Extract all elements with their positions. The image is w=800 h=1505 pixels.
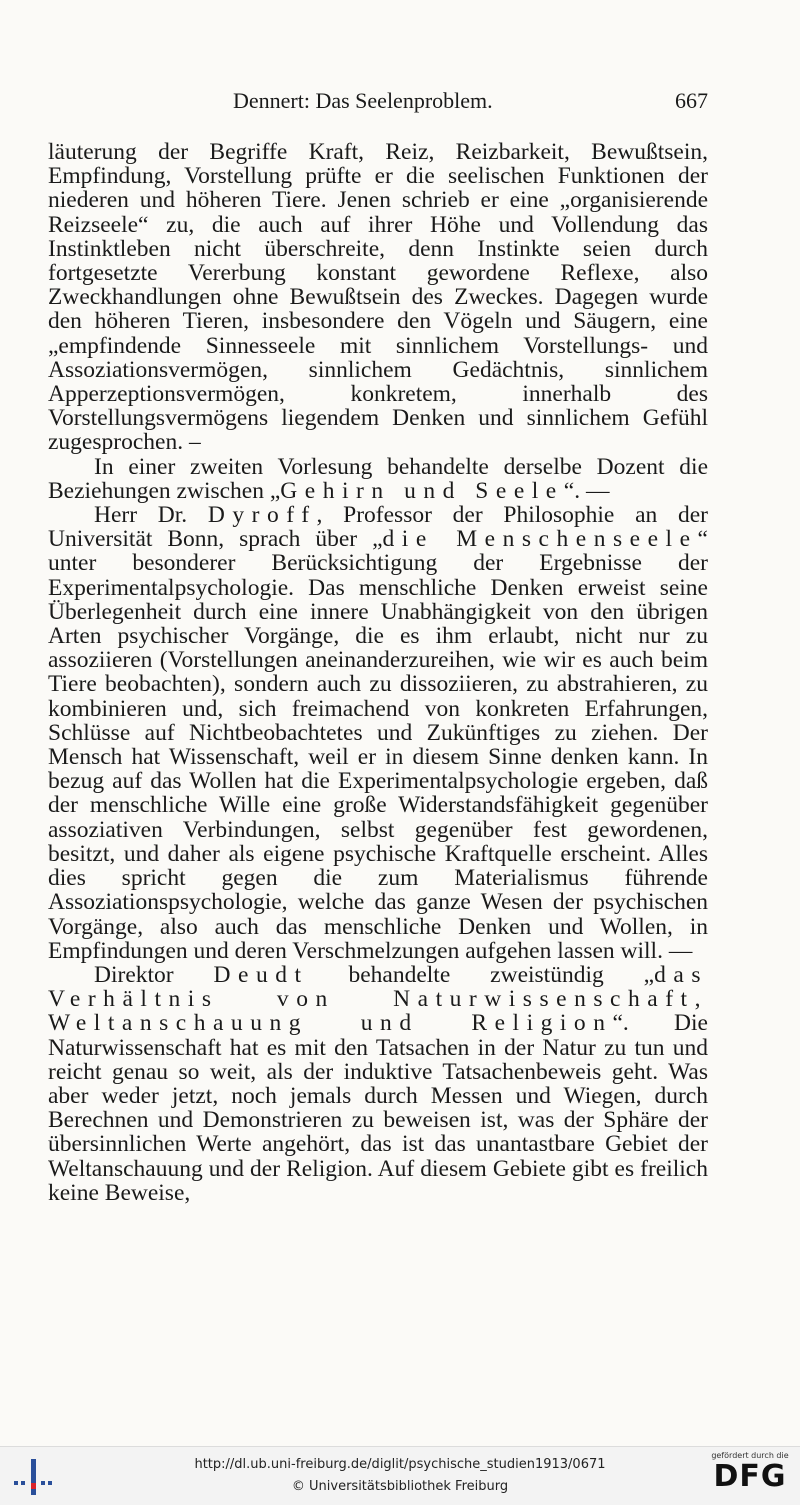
page-number: 667 bbox=[675, 88, 708, 113]
paragraph-text: “. — bbox=[563, 477, 610, 504]
spaced-emphasis: Dyroff bbox=[207, 502, 317, 529]
spaced-emphasis: Deudt bbox=[213, 961, 309, 988]
dfg-logo bbox=[710, 1451, 790, 1501]
dfg-caption: gefördert durch die bbox=[711, 1451, 789, 1460]
paragraph-text: “. Die Naturwissenschaft hat es mit den Tatsachen in der Natur zu tun und reicht genau so weit, als der induktive Tatsachenbeweis geht. Was aber weder jetzt, noch jemals durch Messen und Wiegen, durch Berechnen und Demonstrieren zu beweisen ist, was der Sphäre der übersinnlichen Werte angehört, das ist das unantastbare Gebiet der Weltanschauung und der Religion. Auf diesem Gebiete gibt es freilich keine Beweise, bbox=[48, 1010, 708, 1206]
spaced-emphasis: das Verhältnis von Naturwissenschaft, Weltanschauung und Religion bbox=[48, 961, 708, 1037]
running-title: Dennert: Das Seelenproblem. bbox=[233, 88, 493, 113]
body-text bbox=[48, 140, 708, 1205]
paragraph-text: In einer zweiten Vorlesung behandelte derselbe Dozent die Beziehungen zwischen „ bbox=[48, 453, 708, 504]
paragraph-text: läuterung der Begriffe Kraft, Reiz, Reizbarkeit, Bewußtsein, Empfindung, Vorstellung prüfte er die seelischen Funktionen der niederen und höheren Tiere. Jenen schrieb er eine „organisierende Reizseele“ zu, die auch auf ihrer Höhe und Vollendung das Instinktleben nicht überschreite, denn Instinkte seien durch fortgesetzte Vererbung konstant gewordene Reflexe, also Zweckhandlungen ohne Bewußtsein des Zweckes. Dagegen wurde den höheren Tieren, insbesondere den Vögeln und Säugern, eine „empfindende Sinnesseele mit sinnlichem Vorstellungs- und Assoziationsvermögen, sinnlichem Gedächtnis, sinnlichem Apperzeptionsvermögen, konkretem, innerhalb des Vorstellungsvermögens liegendem Denken und sinnlichem Gefühl zugesprochen. – bbox=[48, 139, 708, 456]
running-header bbox=[48, 88, 708, 118]
dfg-logo-text: DFG bbox=[713, 1459, 787, 1494]
spaced-emphasis: die Menschenseele bbox=[382, 526, 698, 553]
copyright: © Universitätsbibliothek Freiburg bbox=[291, 1479, 509, 1494]
paragraph-text: Herr Dr. bbox=[94, 502, 208, 529]
paragraph-text: “ unter besonderer Berücksichtigung der Ergebnisse der Experimentalpsychologie. Das menschliche Denken erweist seine Überlegenheit durch eine innere Unabhängigkeit von den übrigen Arten psychischer Vorgänge, die es ihm erlaubt, nicht nur zu assoziieren (Vorstellungen aneinanderzureihen, wie wir es auch beim Tiere beobachten), sondern auch zu dissoziieren, zu abstrahieren, zu kombinieren und, sich freimachend von konkreten Erfahrungen, Schlüsse auf Nichtbeobachtetes und Zukünftiges zu ziehen. Der Mensch hat Wissenschaft, weil er in diesem Sinne denken kann. In bezug auf das Wollen hat die Experimentalpsychologie ergeben, daß der menschliche Wille eine große Widerstandsfähigkeit gegenüber assoziativen Verbindungen, selbst gegenüber fest gewordenen, besitzt, und daher als eigene psychische Kraftquelle erscheint. Alles dies spricht gegen die zum Materialismus führende Assoziationspsychologie, welche das ganze Wesen der psychischen Vorgänge, also auch das menschliche Denken und Wollen, in Empfindungen und deren Verschmelzungen aufgehen lassen will. — bbox=[48, 526, 708, 964]
paragraph bbox=[48, 963, 708, 1205]
paragraph-text: , Professor der Philosophie an der Universität Bonn, sprach über „ bbox=[48, 502, 708, 553]
permalink[interactable]: http://dl.ub.uni-freiburg.de/diglit/psychische_studien1913/0671 bbox=[194, 1457, 606, 1472]
spaced-emphasis: Gehirn und Seele bbox=[280, 477, 564, 504]
paragraph bbox=[48, 140, 708, 455]
paragraph bbox=[48, 503, 708, 963]
paragraph bbox=[48, 455, 708, 503]
viewer-footer bbox=[0, 1446, 800, 1505]
paragraph-text: behandelte zweistündig „ bbox=[308, 961, 655, 988]
paragraph-text: Direktor bbox=[94, 961, 214, 988]
